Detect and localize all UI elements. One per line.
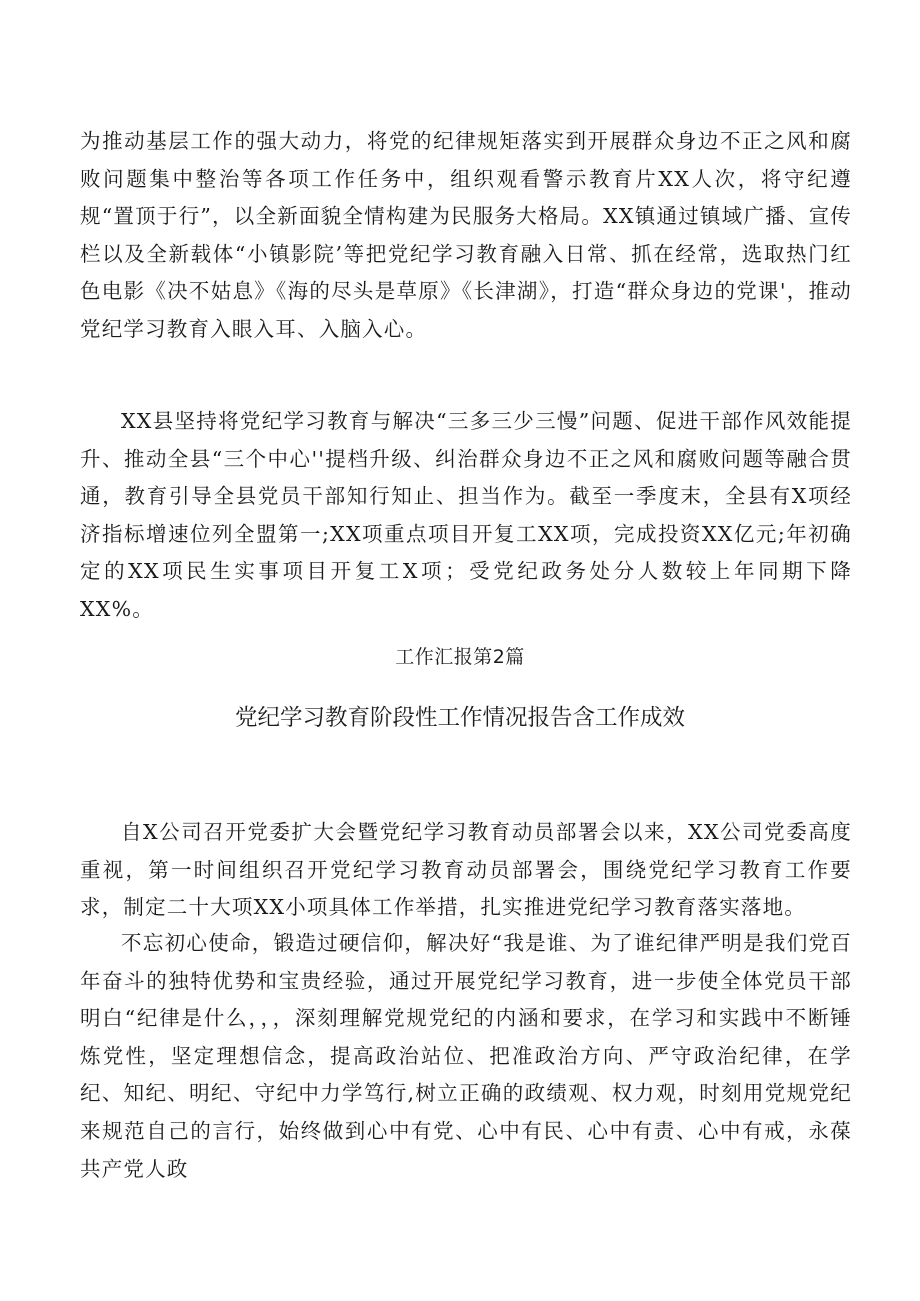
paragraph-4: 不忘初心使命，锻造过硬信仰，解决好“我是谁、为了谁纪律严明是我们党百年奋斗的独特优势和宝贵经验，通过开展党纪学习教育，进一步使全体党员干部明白“纪律是什么，，，深刻理解党规党纪的内涵和要求，在学习和实践中不断锤炼党性，坚定理想信念，提高政治站位、把准政治方向、严守政治纪律，在学纪、知纪、明纪、守纪中力学笃行,树立正确的政绩观、权力观，时刻用党规党纪来规范自己的言行，始终做到心中有党、心中有民、心中有责、心中有戒，永葆共产党人政 xyxy=(80,931,852,1181)
paragraph-2: XX县坚持将党纪学习教育与解决“三多三少三慢”问题、促进干部作风效能提升、推动全县“三个中心''提档升级、纠治群众身边不正之风和腐败问题等融合贯通，教育引导全县党员干部知行知止、担当作为。截至一季度末，全县有X项经济指标增速位列全盟第一;XX项重点项目开复工XX项，完成投资XX亿元;年初确定的XX项民生实事项目开复工X项；受党纪政务处分人数较上年同期下降XX%。 xyxy=(80,409,852,621)
paragraph-3: 自X公司召开党委扩大会暨党纪学习教育动员部署会以来，XX公司党委高度重视，第一时间组织召开党纪学习教育动员部署会，围绕党纪学习教育工作要求，制定二十大项XX小项具体工作举措，扎实推进党纪学习教育落实落地。 xyxy=(80,820,852,920)
section-label: 工作汇报第2篇 xyxy=(395,646,525,668)
document-title: 党纪学习教育阶段性工作情况报告含工作成效 xyxy=(234,705,685,731)
paragraph-1: 为推动基层工作的强大动力，将党的纪律规矩落实到开展群众身边不正之风和腐败问题集中整治等各项工作任务中，组织观看警示教育片XX人次，将守纪遵规“置顶于行”，以全新面貌全情构建为民服务大格局。XX镇通过镇域广播、宣传栏以及全新载体“小镇影院’等把党纪学习教育融入日常、抓在经常，选取热门红色电影《决不姑息》《海的尽头是草原》《长津湖》，打造“群众身边的党课'，推动党纪学习教育入眼入耳、入脑入心。 xyxy=(80,129,852,341)
